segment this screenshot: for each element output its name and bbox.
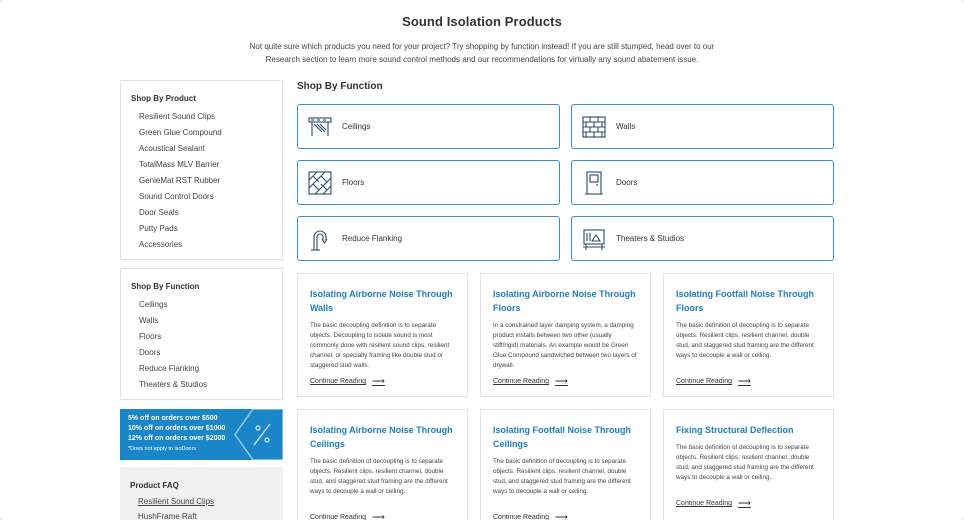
arrow-right-icon: ⟶ — [738, 498, 751, 508]
article-title[interactable]: Isolating Footfall Noise Through Floors — [676, 289, 814, 313]
continue-reading-link[interactable] — [493, 376, 568, 387]
function-card-label: Floors — [342, 178, 365, 187]
function-link-ceilings[interactable]: Ceilings — [139, 300, 168, 309]
continue-reading-link[interactable] — [676, 498, 751, 509]
function-card-label: Reduce Flanking — [342, 234, 403, 243]
ceiling-icon — [308, 115, 332, 139]
continue-reading-label: Continue Reading — [676, 378, 733, 385]
article-title[interactable]: Isolating Airborne Noise Through Walls — [310, 289, 453, 313]
function-card-label: Doors — [616, 178, 638, 187]
continue-reading-label: Continue Reading — [493, 514, 550, 520]
article-title[interactable]: Isolating Airborne Noise Through Ceilings — [310, 425, 453, 449]
function-link-theaters-studios[interactable]: Theaters & Studios — [139, 380, 208, 389]
promo-line: 10% off on orders over $1000 — [128, 425, 226, 432]
article-title[interactable]: Isolating Airborne Noise Through Floors — [493, 289, 636, 313]
continue-reading-label: Continue Reading — [676, 500, 733, 507]
shop-by-product-panel — [120, 80, 283, 260]
product-link-sound-control-doors[interactable]: Sound Control Doors — [139, 192, 214, 201]
arrow-right-icon: ⟶ — [372, 512, 385, 520]
continue-reading-label: Continue Reading — [493, 378, 550, 385]
continue-reading-label: Continue Reading — [310, 378, 367, 385]
article-card[interactable] — [480, 409, 651, 520]
article-excerpt: The basic decoupling definition is to separate objects. Decoupling to isolate sound is most commonly done with resilient sound clips, resilient channel, or specialty framing like double stud or staggered stud walls. — [310, 322, 450, 369]
faq-link-resilient-sound-clips[interactable]: Resilient Sound Clips — [138, 497, 215, 506]
product-link-resilient-sound-clips[interactable]: Resilient Sound Clips — [139, 112, 216, 121]
function-card-label: Ceilings — [342, 122, 371, 131]
function-card-walls[interactable] — [571, 104, 834, 149]
product-link-totalmass-mlv-barrier[interactable]: TotalMass MLV Barrier — [139, 160, 220, 169]
article-excerpt: The basic definition of decoupling is to separate objects. Resilient clips, resilient channel, double stud, and staggered stud framing are the different ways to decouple a wall or ceiling. — [310, 458, 448, 495]
discount-promo-banner[interactable] — [120, 409, 283, 460]
function-card-floors[interactable] — [297, 160, 560, 205]
continue-reading-link[interactable] — [493, 512, 568, 520]
product-link-door-seals[interactable]: Door Seals — [139, 208, 179, 217]
article-card[interactable] — [297, 409, 468, 520]
theater-icon — [582, 227, 606, 251]
arrow-right-icon: ⟶ — [555, 376, 568, 386]
article-card[interactable] — [663, 409, 834, 520]
function-link-floors[interactable]: Floors — [139, 332, 162, 341]
flanking-icon — [308, 227, 332, 251]
shop-by-product-heading: Shop By Product — [131, 94, 196, 103]
function-card-theaters-studios[interactable] — [571, 216, 834, 261]
promo-line: 5% off on orders over $500 — [128, 415, 218, 422]
floor-tiles-icon — [308, 171, 332, 195]
page-title: Sound Isolation Products — [402, 14, 562, 29]
function-link-doors[interactable]: Doors — [139, 348, 161, 357]
function-link-walls[interactable]: Walls — [139, 316, 159, 325]
function-card-doors[interactable] — [571, 160, 834, 205]
article-excerpt: The basic definition of decoupling is to separate objects. Resilient clips, resilient channel, double stud, and staggered stud framing are the different ways to decouple a wall or ceiling. — [676, 444, 814, 481]
product-faq-panel — [120, 467, 283, 520]
article-title[interactable]: Isolating Footfall Noise Through Ceilings — [493, 425, 631, 449]
function-card-ceilings[interactable] — [297, 104, 560, 149]
function-link-reduce-flanking[interactable]: Reduce Flanking — [139, 364, 200, 373]
article-excerpt: The basic definition of decoupling is to separate objects. Resilient clips, resilient channel, double stud, and staggered stud framing are the different ways to decouple a wall or ceiling. — [493, 458, 631, 495]
function-card-reduce-flanking[interactable] — [297, 216, 560, 261]
intro-text: Not quite sure which products you need for your project? Try shopping by function instead! If you are still stumped, head over to our Research section to learn more sound control methods and our recommendations for virtually any sound abatement issue. — [249, 42, 715, 64]
shop-by-function-heading: Shop By Function — [131, 282, 200, 291]
arrow-right-icon: ⟶ — [555, 512, 568, 520]
continue-reading-link[interactable] — [310, 376, 385, 387]
function-card-label: Walls — [616, 122, 636, 131]
door-icon — [582, 171, 606, 195]
continue-reading-link[interactable] — [676, 376, 751, 387]
promo-note: *Does not apply to isoDoors — [128, 446, 197, 452]
discount-tag-icon — [233, 409, 283, 460]
product-link-putty-pads[interactable]: Putty Pads — [139, 224, 178, 233]
article-excerpt: In a constrained layer damping system, a damping product installs between two other (usually stiff/rigid) materials. An example would be Green Glue Compound sandwiched between two layers of drywall. — [493, 322, 637, 369]
product-link-acoustical-sealant[interactable]: Acoustical Sealant — [139, 144, 205, 153]
arrow-right-icon: ⟶ — [372, 376, 385, 386]
brick-wall-icon — [582, 115, 606, 139]
shop-by-function-panel — [120, 268, 283, 400]
article-card[interactable] — [480, 273, 651, 397]
shop-by-function-title: Shop By Function — [297, 81, 383, 92]
continue-reading-link[interactable] — [310, 512, 385, 520]
product-link-geniemat-rst-rubber[interactable]: GenieMat RST Rubber — [139, 176, 221, 185]
article-title[interactable]: Fixing Structural Deflection — [676, 425, 794, 435]
article-excerpt: The basic definition of decoupling is to separate objects. Resilient clips, resilient channel, double stud, and staggered stud framing are the different ways to decouple a wall or ceiling. — [676, 322, 814, 359]
product-faq-heading: Product FAQ — [130, 481, 179, 490]
product-link-accessories[interactable]: Accessories — [139, 240, 183, 249]
article-card[interactable] — [663, 273, 834, 397]
product-link-green-glue-compound[interactable]: Green Glue Compound — [139, 128, 222, 137]
function-card-label: Theaters & Studios — [616, 234, 685, 243]
continue-reading-label: Continue Reading — [310, 514, 367, 520]
article-card[interactable] — [297, 273, 468, 397]
faq-link-hushframe-raft[interactable]: HushFrame Raft — [138, 512, 197, 520]
promo-line: 12% off on orders over $2000 — [128, 435, 226, 442]
arrow-right-icon: ⟶ — [738, 376, 751, 386]
